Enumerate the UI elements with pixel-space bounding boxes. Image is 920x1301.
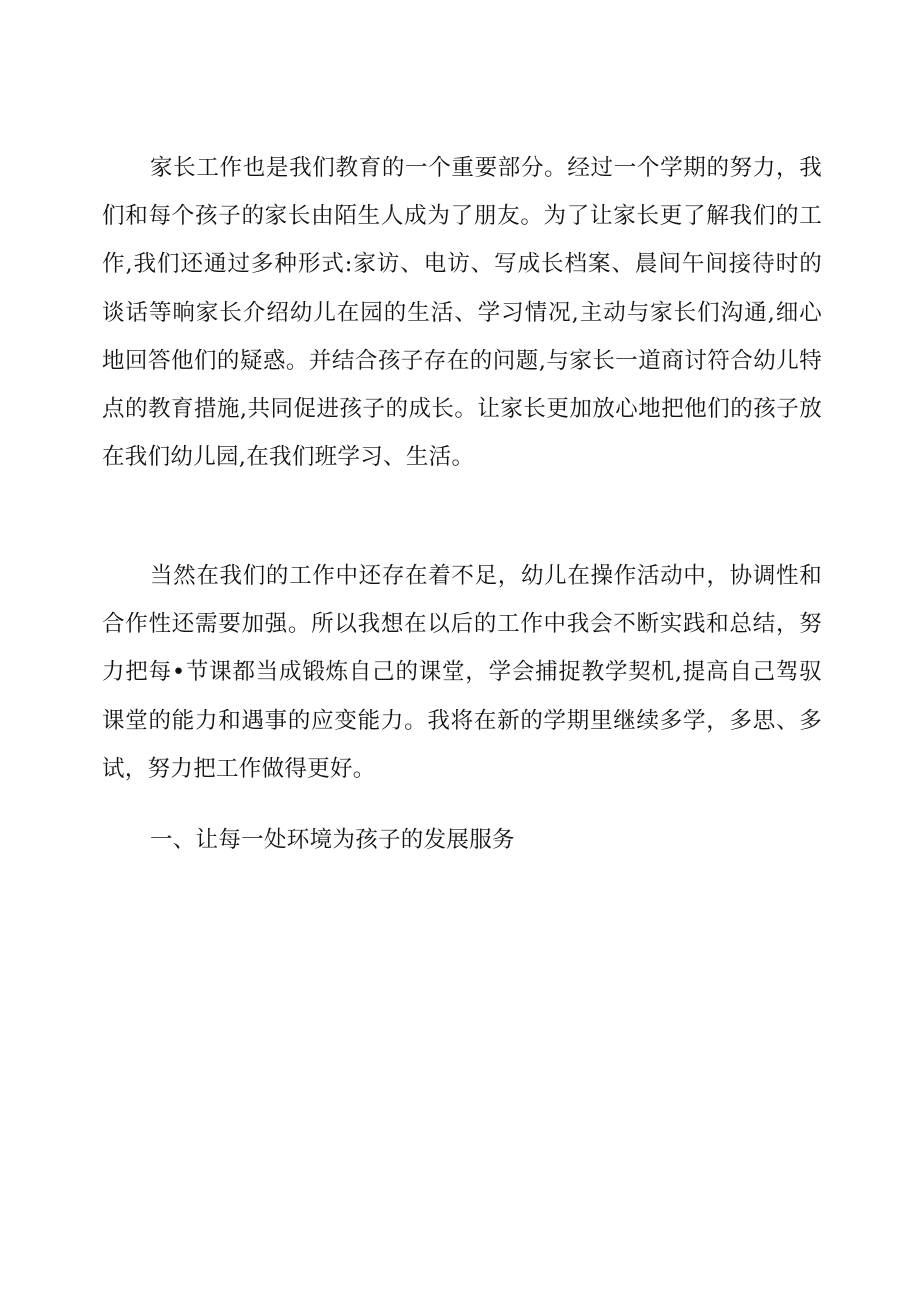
paragraph-parent-work: 家长工作也是我们教育的一个重要部分。经过一个学期的努力，我们和每个孩子的家长由陌生人成为了朋友。为了让家长更了解我们的工作,我们还通过多种形式:家访、电访、写成长档案、晨间午间接待时的谈话等晌家长介绍幼儿在园的生活、学习情况,主动与家长们沟通,细心地回答他们的疑惑。并结合孩子存在的问题,与家长一道商讨符合幼儿特点的教育措施,共同促进孩子的成长。让家长更加放心地把他们的孩子放在我们幼儿园,在我们班学习、生活。	[102, 155, 822, 471]
paragraph-shortcomings: 当然在我们的工作中还存在着不足，幼儿在操作活动中，协调性和合作性还需要加强。所以我想在以后的工作中我会不断实践和总结，努力把每•节课都当成锻炼自己的课堂，学会捕捉教学契机,提高自己驾驭课堂的能力和遇事的应变能力。我将在新的学期里继续多学，多思、多试，努力把工作做得更好。	[102, 563, 822, 782]
section-heading-environment: 一、让每一处环境为孩子的发展服务	[150, 827, 515, 853]
